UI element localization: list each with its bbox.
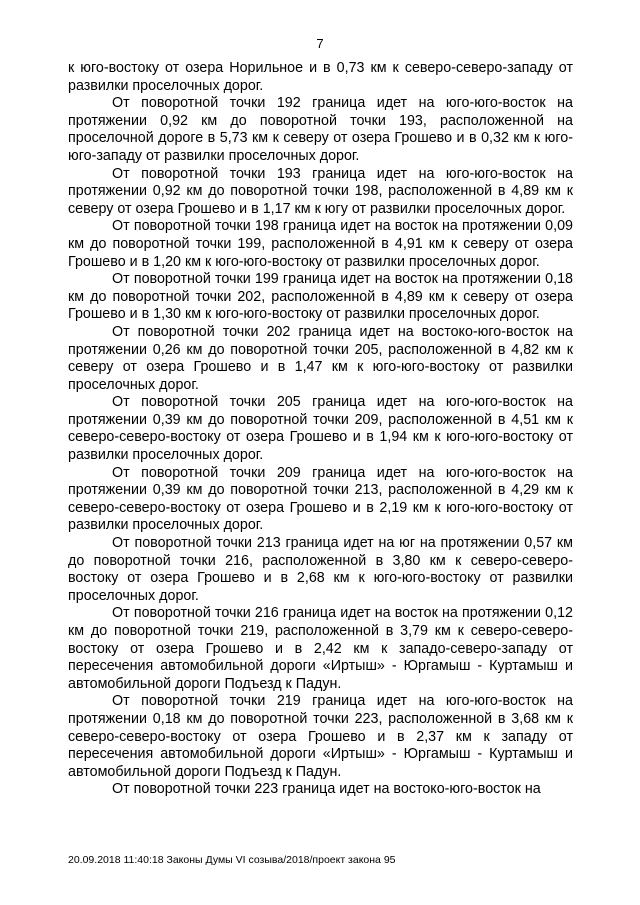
paragraph: От поворотной точки 219 граница идет на юго-юго-восток на протяжении 0,18 км до поворотной точки 223, расположенной в 3,68 км к северо-северо-востоку от озера Грошево и в 2,37 км к западу от пересечения автомобильной дороги «Иртыш» - Юргамыш - Куртамыш и автомобильной дороги Подъезд к Падун. bbox=[68, 693, 573, 780]
paragraph: к юго-востоку от озера Норильное и в 0,73 км к северо-северо-западу от развилки проселочных дорог. bbox=[68, 60, 573, 94]
paragraph: От поворотной точки 199 граница идет на восток на протяжении 0,18 км до поворотной точки 202, расположенной в 4,89 км к северу от озера Грошево и в 1,30 км к юго-юго-востоку от развилки проселочных дорог. bbox=[68, 271, 573, 323]
paragraph: От поворотной точки 205 граница идет на юго-юго-восток на протяжении 0,39 км до поворотной точки 209, расположенной в 4,51 км к северо-северо-востоку от озера Грошево и в 1,94 км к юго-юго-востоку от развилки проселочных дорог. bbox=[68, 394, 573, 464]
document-body bbox=[68, 60, 573, 799]
paragraph: От поворотной точки 216 граница идет на восток на протяжении 0,12 км до поворотной точки 219, расположенной в 3,79 км к северо-северо-востоку от озера Грошево и в 2,42 км к западо-северо-западу от пересечения автомобильной дороги «Иртыш» - Юргамыш - Куртамыш и автомобильной дороги Подъезд к Падун. bbox=[68, 605, 573, 692]
paragraph: От поворотной точки 193 граница идет на юго-юго-восток на протяжении 0,92 км до поворотной точки 198, расположенной в 4,89 км к северу от озера Грошево и в 1,17 км к югу от развилки проселочных дорог. bbox=[68, 165, 573, 217]
paragraph: От поворотной точки 202 граница идет на востоко-юго-восток на протяжении 0,26 км до поворотной точки 205, расположенной в 4,82 км к северу от озера Грошево и в 1,47 км к юго-юго-востоку от развилки проселочных дорог. bbox=[68, 323, 573, 393]
page-number: 7 bbox=[316, 36, 324, 51]
paragraph: От поворотной точки 192 граница идет на юго-юго-восток на протяжении 0,92 км до поворотной точки 193, расположенной на проселочной дороге в 5,73 км к северу от озера Грошево и в 0,32 км к юго-юго-западу от развилки проселочных дорог. bbox=[68, 95, 573, 164]
paragraph: От поворотной точки 213 граница идет на юг на протяжении 0,57 км до поворотной точки 216, расположенной в 3,80 км к северо-северо-востоку от озера Грошево и в 2,68 км к юго-юго-востоку от развилки проселочных дорог. bbox=[68, 535, 573, 604]
paragraph: От поворотной точки 209 граница идет на юго-юго-восток на протяжении 0,39 км до поворотной точки 213, расположенной в 4,29 км к северо-северо-востоку от озера Грошево и в 2,19 км к юго-юго-востоку от развилки проселочных дорог. bbox=[68, 464, 573, 534]
paragraph: От поворотной точки 198 граница идет на восток на протяжении 0,09 км до поворотной точки 199, расположенной в 4,91 км к северу от озера Грошево и в 1,20 км к юго-юго-востоку от развилки проселочных дорог. bbox=[68, 218, 573, 270]
document-footer: 20.09.2018 11:40:18 Законы Думы VI созыва/2018/проект закона 95 bbox=[68, 854, 396, 866]
paragraph: От поворотной точки 223 граница идет на востоко-юго-восток на bbox=[112, 781, 541, 798]
